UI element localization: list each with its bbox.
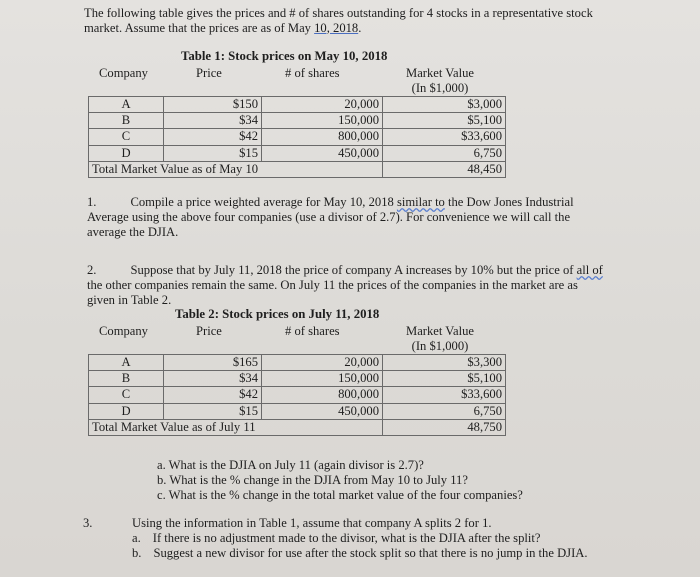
total-label: Total Market Value as of May 10: [89, 161, 383, 177]
question-1-line-2: Average using the above four companies (use a divisor of 2.7). For convenience we will call the: [87, 209, 571, 224]
question-3-part-a: a. If there is no adjustment made to the divisor, what is the DJIA after the split?: [132, 530, 541, 545]
table-row: [89, 387, 506, 403]
cell-company: B: [89, 371, 164, 387]
sub-question-a: a. What is the DJIA on July 11 (again divisor is 2.7)?: [157, 458, 424, 472]
cell-mv: $3,300: [383, 355, 506, 371]
cell-company: A: [89, 355, 164, 371]
cell-mv: $33,600: [383, 387, 506, 403]
cell-shares: 20,000: [262, 97, 383, 113]
cell-company: B: [89, 113, 164, 129]
question-2-number: 2.: [87, 263, 97, 277]
cell-mv: $33,600: [383, 129, 506, 145]
table2: [88, 354, 506, 436]
intro-paragraph: [84, 6, 593, 35]
table1-header-price: Price: [196, 66, 222, 80]
question-3-part-b: b. Suggest a new divisor for use after the stock split so that there is no jump in the DJIA.: [132, 545, 588, 560]
intro-line-2: market. Assume that the prices are as of May 10, 2018.: [84, 20, 362, 35]
table-row: [89, 129, 506, 145]
cell-price: $165: [164, 355, 262, 371]
total-row: [89, 161, 506, 177]
cell-price: $15: [164, 145, 262, 161]
total-label: Total Market Value as of July 11: [89, 419, 383, 435]
table-row: [89, 403, 506, 419]
question-3-number: 3.: [83, 516, 93, 530]
table-row: [89, 113, 506, 129]
table-row: [89, 145, 506, 161]
cell-company: C: [89, 129, 164, 145]
cell-shares: 800,000: [262, 387, 383, 403]
table1-header-shares: # of shares: [285, 66, 340, 80]
table-row: [89, 371, 506, 387]
cell-price: $34: [164, 113, 262, 129]
cell-price: $150: [164, 97, 262, 113]
table2-header-market-value: Market Value (In $1,000): [406, 324, 474, 353]
sub-question-b: b. What is the % change in the DJIA from May 10 to July 11?: [157, 472, 468, 487]
question-2-line-2: the other companies remain the same. On July 11 the prices of the companies in the market are as: [87, 277, 578, 292]
cell-shares: 20,000: [262, 355, 383, 371]
table2-header-shares: # of shares: [285, 324, 340, 338]
table1-header-market-value: Market Value (In $1,000): [406, 66, 474, 95]
table-row: [89, 355, 506, 371]
question-1: [87, 195, 574, 239]
question-1-line-3: average the DJIA.: [87, 224, 179, 239]
question-3: [132, 516, 588, 560]
question-1-number: 1.: [87, 195, 97, 209]
cell-price: $42: [164, 387, 262, 403]
question-2: [87, 263, 603, 307]
cell-shares: 800,000: [262, 129, 383, 145]
table2-header-price: Price: [196, 324, 222, 338]
sub-question-c: c. What is the % change in the total market value of the four companies?: [157, 487, 523, 502]
cell-company: D: [89, 403, 164, 419]
total-value: 48,750: [383, 419, 506, 435]
cell-shares: 450,000: [262, 403, 383, 419]
table2-body: [89, 355, 506, 436]
table1: [88, 96, 506, 178]
cell-shares: 150,000: [262, 113, 383, 129]
cell-shares: 150,000: [262, 371, 383, 387]
sub-questions: [157, 458, 523, 502]
cell-company: A: [89, 97, 164, 113]
intro-line-1: The following table gives the prices and # of shares outstanding for 4 stocks in a representative stock: [84, 6, 593, 20]
table2-caption: Table 2: Stock prices on July 11, 2018: [175, 307, 380, 321]
cell-mv: $5,100: [383, 371, 506, 387]
question-3-line-1: Using the information in Table 1, assume that company A splits 2 for 1.: [132, 516, 492, 530]
cell-mv: 6,750: [383, 403, 506, 419]
table1-body: [89, 97, 506, 178]
cell-shares: 450,000: [262, 145, 383, 161]
question-2-line-3: given in Table 2.: [87, 292, 172, 307]
table-row: [89, 97, 506, 113]
cell-company: C: [89, 387, 164, 403]
cell-price: $42: [164, 129, 262, 145]
table1-caption: Table 1: Stock prices on May 10, 2018: [181, 49, 388, 63]
question-2-line-1: 2. Suppose that by July 11, 2018 the price of company A increases by 10% but the price of all of: [87, 263, 603, 277]
cell-mv: $3,000: [383, 97, 506, 113]
question-1-line-1: 1. Compile a price weighted average for May 10, 2018 similar to the Dow Jones Industrial: [87, 195, 574, 209]
cell-mv: $5,100: [383, 113, 506, 129]
total-value: 48,450: [383, 161, 506, 177]
cell-mv: 6,750: [383, 145, 506, 161]
cell-company: D: [89, 145, 164, 161]
cell-price: $15: [164, 403, 262, 419]
cell-price: $34: [164, 371, 262, 387]
table1-header-company: Company: [99, 66, 148, 80]
total-row: [89, 419, 506, 435]
table2-header-company: Company: [99, 324, 148, 338]
